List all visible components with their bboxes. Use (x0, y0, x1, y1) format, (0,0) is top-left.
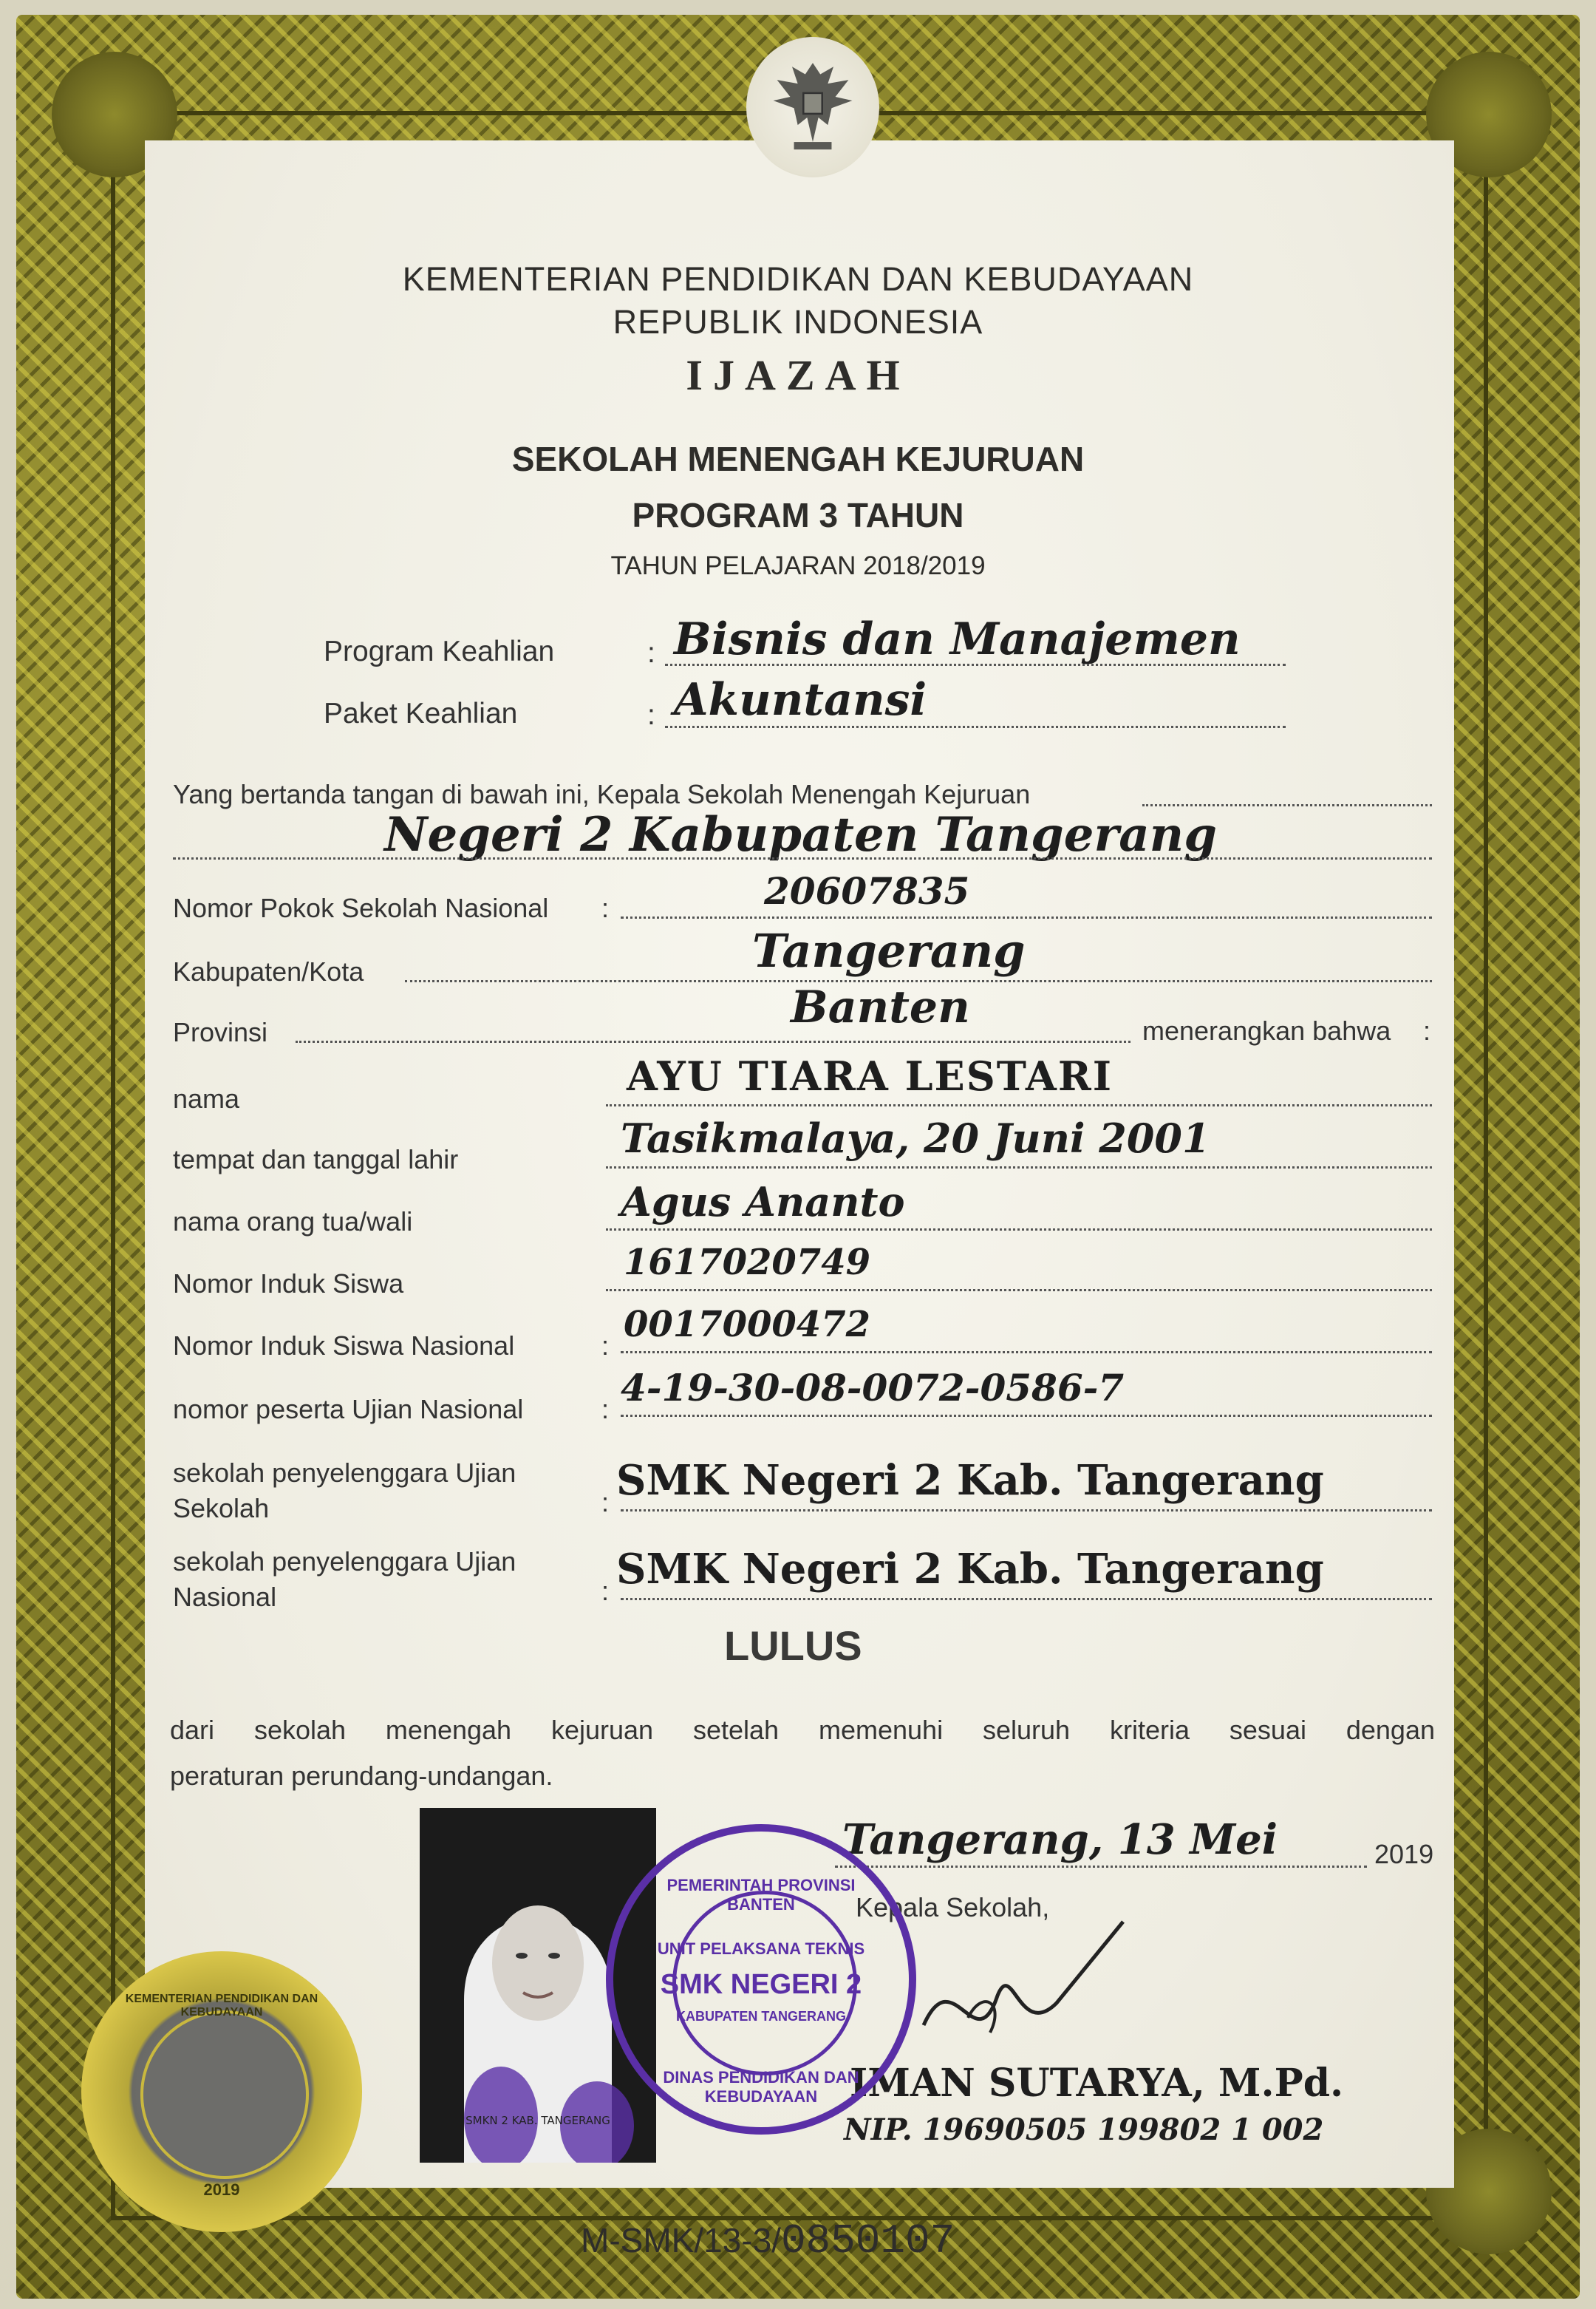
colon: : (601, 893, 610, 923)
kabupaten-label: Kabupaten/Kota (173, 956, 364, 987)
dotted-line (621, 1509, 1432, 1511)
npsn-value: 20607835 (764, 869, 970, 913)
dotted-line (665, 726, 1286, 728)
dotted-line (606, 1289, 1432, 1291)
photo-caption: SMKN 2 KAB. TANGERANG (466, 2114, 610, 2127)
npsn-label: Nomor Pokok Sekolah Nasional (173, 893, 549, 923)
nama-label: nama (173, 1084, 240, 1114)
dotted-line (606, 1166, 1432, 1169)
penyelenggara-us-label-2: Sekolah (173, 1493, 270, 1523)
dotted-line (296, 1041, 1130, 1043)
dotted-line (173, 857, 1432, 860)
signature-year: 2019 (1374, 1839, 1434, 1869)
dotted-line (621, 1415, 1432, 1417)
dotted-line (835, 1866, 1367, 1868)
penyelenggara-us-label: sekolah penyelenggara Ujian (173, 1458, 516, 1488)
penyelenggara-un-value: SMK Negeri 2 Kab. Tangerang (616, 1545, 1324, 1594)
program-heading: PROGRAM 3 TAHUN (632, 496, 964, 534)
stamp-line-2: SMK NEGERI 2 (660, 1969, 862, 2000)
paket-keahlian-value: Akuntansi (674, 674, 927, 726)
dotted-line (606, 1104, 1432, 1106)
garuda-emblem-icon (746, 37, 879, 177)
colon: : (601, 1487, 610, 1517)
school-type-heading: SEKOLAH MENENGAH KEJURUAN (511, 440, 1085, 478)
penyelenggara-us-value: SMK Negeri 2 Kab. Tangerang (616, 1456, 1324, 1505)
provinsi-value: Banten (791, 982, 970, 1033)
paket-keahlian-label: Paket Keahlian (324, 698, 518, 730)
dotted-line (621, 1598, 1432, 1600)
academic-year: TAHUN PELAJARAN 2018/2019 (610, 551, 986, 580)
principal-name: IMAN SUTARYA, M.Pd. (850, 2061, 1344, 2106)
nama-value: AYU TIARA LESTARI (627, 1053, 1113, 1100)
serial-prefix: M-SMK/13-3/ (581, 2221, 781, 2259)
seal-text: KEMENTERIAN PENDIDIKAN DAN KEBUDAYAAN (125, 1993, 318, 2019)
peserta-un-value: 4-19-30-08-0072-0586-7 (621, 1366, 1125, 1409)
dotted-line (621, 1351, 1432, 1353)
colon: : (601, 1576, 610, 1606)
place-date-value: Tangerang, 13 Mei (842, 1815, 1278, 1864)
menerangkan-text: menerangkan bahwa (1142, 1016, 1391, 1046)
penyelenggara-un-label: sekolah penyelenggara Ujian (173, 1546, 516, 1577)
stamp-outer-text: PEMERINTAH PROVINSI BANTEN (666, 1876, 856, 1914)
dotted-line (1142, 804, 1432, 806)
orang-tua-value: Agus Ananto (621, 1178, 905, 1225)
result-lulus: LULUS (724, 1622, 862, 1669)
peserta-un-label: nomor peserta Ujian Nasional (173, 1394, 524, 1424)
seal-year: 2019 (203, 2180, 240, 2199)
colon: : (601, 1394, 610, 1424)
ministry-heading: KEMENTERIAN PENDIDIKAN DAN KEBUDAYAAN (402, 260, 1194, 298)
stamp-line-1: UNIT PELAKSANA TEKNIS (657, 1939, 865, 1958)
colon: : (1423, 1016, 1431, 1046)
republic-heading: REPUBLIK INDONESIA (613, 303, 983, 341)
dotted-line (665, 664, 1286, 666)
serial-value: 0850107 (780, 2217, 955, 2265)
colon: : (647, 637, 655, 669)
nisn-label: Nomor Induk Siswa Nasional (173, 1330, 515, 1361)
kabupaten-value: Tangerang (752, 924, 1026, 978)
program-keahlian-value: Bisnis dan Manajemen (674, 613, 1241, 665)
ttl-label: tempat dan tanggal lahir (173, 1144, 459, 1174)
intro-text: Yang bertanda tangan di bawah ini, Kepala Sekolah Menengah Kejuruan (173, 779, 1031, 809)
document-title: IJAZAH (686, 351, 910, 399)
statement-line-2: peraturan perundang-undangan. (170, 1761, 553, 1791)
nis-label: Nomor Induk Siswa (173, 1268, 404, 1299)
colon: : (601, 1330, 610, 1361)
serial-number (581, 2217, 955, 2265)
nis-value: 1617020749 (624, 1242, 870, 1283)
penyelenggara-un-label-2: Nasional (173, 1582, 277, 1612)
stamp-line-3: KABUPATEN TANGERANG (676, 2009, 846, 2024)
colon: : (647, 699, 655, 731)
hologram-seal (81, 1951, 362, 2232)
school-name-value: Negeri 2 Kabupaten Tangerang (384, 807, 1217, 863)
orang-tua-label: nama orang tua/wali (173, 1206, 413, 1237)
stamp-bottom-text: DINAS PENDIDIKAN DAN KEBUDAYAAN (663, 2068, 859, 2106)
statement-line-1: dari sekolah menengah kejuruan setelah memenuhi seluruh kriteria sesuai dengan (170, 1715, 1435, 1745)
dotted-line (621, 917, 1432, 919)
dotted-line (606, 1228, 1432, 1231)
ttl-value: Tasikmalaya, 20 Juni 2001 (621, 1115, 1210, 1162)
school-stamp (606, 1824, 916, 2135)
provinsi-label: Provinsi (173, 1017, 268, 1047)
signature-scribble-icon (909, 1914, 1130, 2062)
program-keahlian-label: Program Keahlian (324, 636, 555, 667)
seal-core (140, 2010, 309, 2179)
principal-nip: NIP. 19690505 199802 1 002 (844, 2112, 1324, 2147)
nisn-value: 0017000472 (624, 1304, 870, 1345)
signature-role: Kepala Sekolah, (856, 1892, 1050, 1922)
